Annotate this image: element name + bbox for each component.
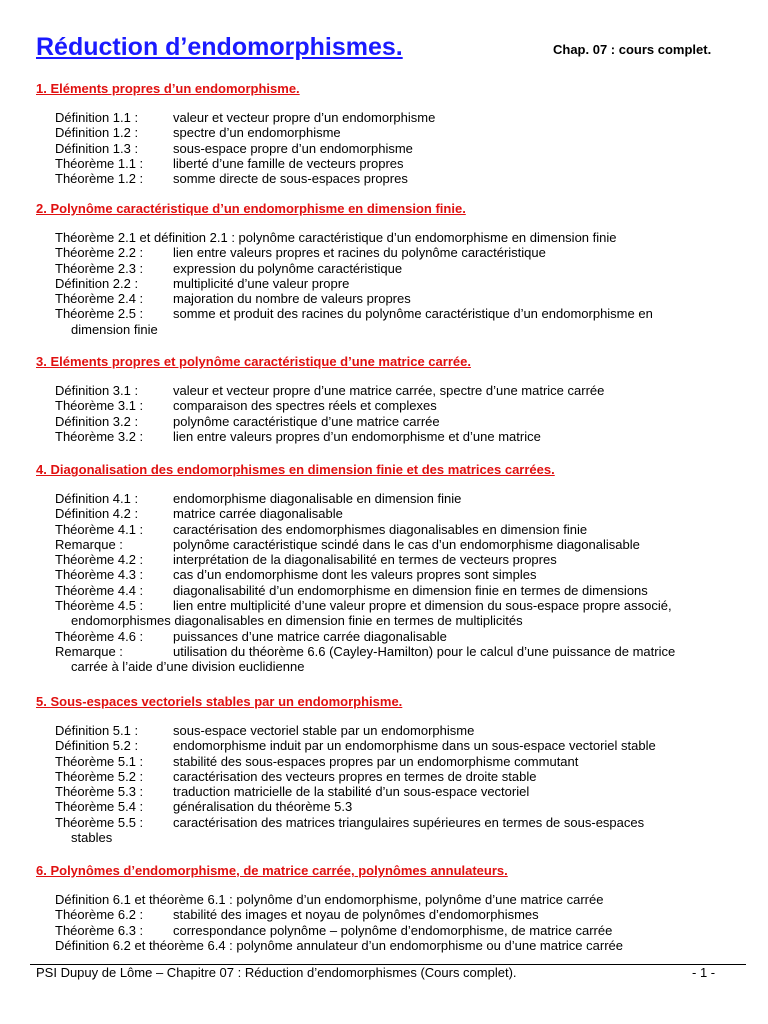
section-2 xyxy=(36,201,736,337)
entry-label: Théorème 2.5 : xyxy=(55,306,144,322)
entry-description: généralisation du théorème 5.3 xyxy=(173,799,353,815)
entry-description: comparaison des spectres réels et complexes xyxy=(173,398,437,414)
entry-label: Théorème 1.2 : xyxy=(55,171,144,187)
chapter-label: Chap. 07 : cours complet. xyxy=(553,42,712,57)
entry-label: Remarque : xyxy=(55,643,123,659)
toc-entry xyxy=(36,769,736,784)
entry-description: caractérisation des vecteurs propres en termes de droite stable xyxy=(173,768,537,784)
entry-label: Définition 3.2 : xyxy=(55,413,139,429)
toc-entry xyxy=(36,171,736,186)
toc-entry xyxy=(36,383,736,398)
entry-label: Définition 3.1 : xyxy=(55,383,139,398)
toc-entry xyxy=(36,784,736,799)
toc-entry xyxy=(36,583,736,598)
entry-label: Remarque : xyxy=(55,536,123,552)
footer-text: PSI Dupuy de Lôme – Chapitre 07 : Réduction d’endomorphismes (Cours complet). xyxy=(36,965,517,980)
entry-description: endomorphisme induit par un endomorphisme dans un sous-espace vectoriel stable xyxy=(173,738,656,754)
entry-label: Théorème 2.3 : xyxy=(55,260,144,276)
section-4 xyxy=(36,462,736,675)
entry-description: stabilité des sous-espaces propres par un endomorphisme commutant xyxy=(173,753,579,769)
toc-entry xyxy=(36,815,736,846)
entry-description: multiplicité d’une valeur propre xyxy=(173,275,350,291)
section-5 xyxy=(36,694,736,845)
entry-description: puissances d’une matrice carrée diagonalisable xyxy=(173,628,447,644)
entry-description: interprétation de la diagonalisabilité en termes de vecteurs propres xyxy=(173,552,557,568)
toc-entry xyxy=(36,598,736,629)
toc-entry xyxy=(36,629,736,644)
entry-continuation: dimension finie xyxy=(71,321,158,337)
section-6 xyxy=(36,863,736,953)
entry-label: Théorème 6.3 : xyxy=(55,922,144,938)
entry-label: Théorème 4.4 : xyxy=(55,582,144,598)
entry-label: Théorème 5.2 : xyxy=(55,768,144,784)
entry-description: majoration du nombre de valeurs propres xyxy=(173,291,411,307)
entry-description: caractérisation des endomorphismes diagonalisables en dimension finie xyxy=(173,521,588,537)
entry-description: diagonalisabilité d’un endomorphisme en dimension finie en termes de dimensions xyxy=(173,582,648,598)
section-title: 1. Eléments propres d’un endomorphisme. xyxy=(36,81,300,96)
entry-label: Définition 4.1 : xyxy=(55,491,139,506)
entry-label: Définition 5.1 : xyxy=(55,723,139,738)
toc-entry xyxy=(36,799,736,814)
section-title: 5. Sous-espaces vectoriels stables par un endomorphisme. xyxy=(36,694,403,709)
toc-entry xyxy=(36,723,736,738)
entry-description: utilisation du théorème 6.6 (Cayley-Hamilton) pour le calcul d’une puissance de matrice xyxy=(173,643,676,659)
entry-description: sous-espace propre d’un endomorphisme xyxy=(173,140,413,156)
entry-description: lien entre valeurs propres d’un endomorphisme et d’une matrice xyxy=(173,428,541,444)
entry-label: Théorème 4.6 : xyxy=(55,628,144,644)
toc-entry xyxy=(36,567,736,582)
entry-label: Théorème 5.3 : xyxy=(55,784,144,800)
entry-label: Théorème 2.2 : xyxy=(55,245,144,261)
toc-entry xyxy=(36,429,736,444)
entry-description: lien entre multiplicité d’une valeur propre et dimension du sous-espace propre associé, xyxy=(173,598,672,614)
toc-entry xyxy=(36,398,736,413)
toc-entry xyxy=(36,276,736,291)
entry-text: Théorème 2.1 et définition 2.1 : polynôme caractéristique d’un endomorphisme en dimension finie xyxy=(55,230,617,245)
entry-description: polynôme caractéristique scindé dans le cas d’un endomorphisme diagonalisable xyxy=(173,536,640,552)
toc-entry xyxy=(36,414,736,429)
entry-label: Théorème 5.5 : xyxy=(55,814,144,830)
entry-continuation: endomorphismes diagonalisables en dimension finie en termes de multiplicités xyxy=(71,613,523,629)
section-3 xyxy=(36,354,736,444)
entry-description: matrice carrée diagonalisable xyxy=(173,506,343,522)
entry-label: Théorème 4.3 : xyxy=(55,567,144,583)
entry-description: valeur et vecteur propre d’une matrice carrée, spectre d’une matrice carrée xyxy=(173,383,605,398)
toc-entry xyxy=(36,754,736,769)
toc-entry xyxy=(36,644,736,675)
page-number: - 1 - xyxy=(692,965,716,980)
entry-label: Théorème 3.2 : xyxy=(55,428,144,444)
section-title: 4. Diagonalisation des endomorphismes en dimension finie et des matrices carrées. xyxy=(36,462,555,477)
entry-label: Théorème 1.1 : xyxy=(55,155,144,171)
entry-text: Définition 6.2 et théorème 6.4 : polynôme annulateur d’un endomorphisme ou d’une matrice carrée xyxy=(55,937,624,953)
entry-description: caractérisation des matrices triangulaires supérieures en termes de sous-espaces xyxy=(173,814,645,830)
section-1 xyxy=(36,81,736,186)
entry-continuation: carrée à l’aide d’une division euclidienne xyxy=(71,659,305,675)
toc-entry xyxy=(36,306,736,337)
entry-label: Théorème 6.2 : xyxy=(55,907,144,923)
toc-entry xyxy=(36,552,736,567)
section-title: 3. Eléments propres et polynôme caractéristique d’une matrice carrée. xyxy=(36,354,471,369)
entry-label: Théorème 4.1 : xyxy=(55,521,144,537)
toc-entry xyxy=(36,522,736,537)
entry-description: stabilité des images et noyau de polynômes d’endomorphismes xyxy=(173,907,539,923)
entry-description: spectre d’un endomorphisme xyxy=(173,125,341,141)
entry-description: liberté d’une famille de vecteurs propres xyxy=(173,155,404,171)
entry-label: Théorème 4.2 : xyxy=(55,552,144,568)
entry-label: Définition 4.2 : xyxy=(55,506,139,522)
entry-description: expression du polynôme caractéristique xyxy=(173,260,403,276)
entry-continuation: stables xyxy=(71,830,113,846)
toc-entry xyxy=(36,938,736,953)
toc-entry xyxy=(36,156,736,171)
entry-label: Théorème 3.1 : xyxy=(55,398,144,414)
toc-entry xyxy=(36,738,736,753)
toc-entry xyxy=(36,506,736,521)
entry-description: somme directe de sous-espaces propres xyxy=(173,171,408,187)
entry-description: traduction matricielle de la stabilité d’un sous-espace vectoriel xyxy=(173,784,530,800)
entry-label: Définition 1.2 : xyxy=(55,125,139,141)
toc-entry xyxy=(36,110,736,125)
entry-description: sous-espace vectoriel stable par un endomorphisme xyxy=(173,723,475,738)
entry-description: valeur et vecteur propre d’un endomorphisme xyxy=(173,110,436,125)
toc-entry xyxy=(36,261,736,276)
entry-description: correspondance polynôme – polynôme d’endomorphisme, de matrice carrée xyxy=(173,922,613,938)
toc-entry xyxy=(36,141,736,156)
entry-label: Définition 5.2 : xyxy=(55,738,139,754)
entry-label: Théorème 2.4 : xyxy=(55,291,144,307)
toc-entry xyxy=(36,907,736,922)
toc-entry xyxy=(36,245,736,260)
entry-description: lien entre valeurs propres et racines du polynôme caractéristique xyxy=(173,245,546,261)
entry-text: Définition 6.1 et théorème 6.1 : polynôme d’un endomorphisme, polynôme d’une matrice carrée xyxy=(55,892,604,907)
entry-label: Théorème 5.1 : xyxy=(55,753,144,769)
toc-entry xyxy=(36,537,736,552)
section-title: 2. Polynôme caractéristique d’un endomorphisme en dimension finie. xyxy=(36,201,466,216)
entry-label: Théorème 5.4 : xyxy=(55,799,144,815)
toc-entry xyxy=(36,892,736,907)
toc-entry xyxy=(36,291,736,306)
section-title: 6. Polynômes d’endomorphisme, de matrice carrée, polynômes annulateurs. xyxy=(36,863,508,878)
entry-label: Définition 2.2 : xyxy=(55,275,139,291)
entry-description: somme et produit des racines du polynôme caractéristique d’un endomorphisme en xyxy=(173,306,653,322)
entry-description: polynôme caractéristique d’une matrice carrée xyxy=(173,413,440,429)
entry-description: endomorphisme diagonalisable en dimension finie xyxy=(173,491,462,506)
entry-description: cas d’un endomorphisme dont les valeurs propres sont simples xyxy=(173,567,537,583)
toc-entry xyxy=(36,125,736,140)
toc-entry xyxy=(36,923,736,938)
entry-label: Théorème 4.5 : xyxy=(55,598,144,614)
toc-entry xyxy=(36,491,736,506)
entry-label: Définition 1.3 : xyxy=(55,140,139,156)
toc-entry xyxy=(36,230,736,245)
entry-label: Définition 1.1 : xyxy=(55,110,139,125)
document-title: Réduction d’endomorphismes. xyxy=(36,33,403,61)
